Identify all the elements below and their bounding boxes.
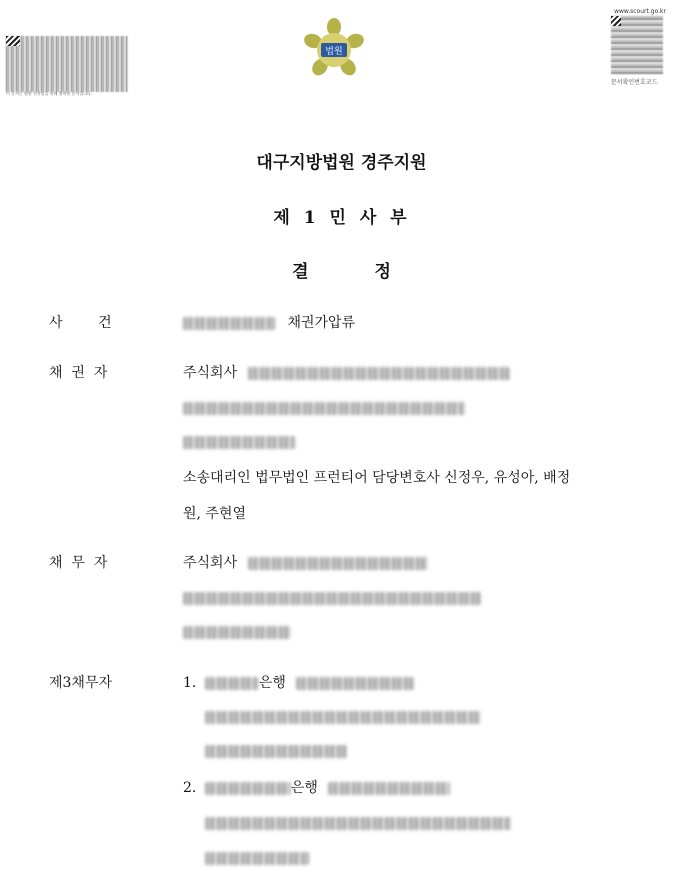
redacted-creditor-name [248,367,510,380]
redacted-bank2-rep [205,848,309,867]
redacted-bank1-address [205,707,481,726]
item-number: 1. [183,675,197,691]
case-label: 사 건 [49,315,112,331]
redacted-debtor-address [183,588,481,607]
redacted-debtor-name [248,557,428,570]
bank-suffix: 은행 [258,675,286,691]
creditor-company-prefix: 주식회사 [183,365,238,381]
redacted-case-number [183,317,275,330]
redacted-debtor-rep [183,622,291,641]
barcode-caption: 이 문서는 법원 전산망을 통해 출력된 문서입니다. [6,91,93,96]
seal-text: 법원 [325,47,343,57]
third-debtor-label: 제3채무자 [49,675,113,691]
qr-url: www.scourt.go.kr [614,8,666,15]
qr-caption: 문서확인번호코드 [611,79,658,86]
qr-marker [611,16,621,26]
redacted-bank-name [205,677,259,690]
creditor-name-line [183,362,510,382]
case-value-line [183,312,355,332]
redacted-creditor-address [183,398,465,417]
redacted-bank-number [328,782,450,795]
redacted-bank2-address [205,813,511,832]
bank-suffix: 은행 [290,780,318,796]
debtor-label: 채 무 자 [49,555,108,571]
debtor-company-prefix: 주식회사 [183,555,238,571]
creditor-agent-line1: 소송대리인 법무법인 프런티어 담당변호사 신정우, 유성아, 배정 [183,470,571,486]
redacted-creditor-rep [183,432,295,451]
redacted-bank1-rep [205,741,347,760]
redacted-bank-number [296,677,414,690]
creditor-label: 채 권 자 [49,365,108,381]
third-debtor-item-1 [183,672,414,692]
redacted-bank-name [205,782,291,795]
document-type: 결 정 [292,262,391,282]
document-barcode [6,36,128,92]
barcode-marker [6,36,20,46]
debtor-name-line [183,552,428,572]
creditor-agent-line2: 원, 주현열 [183,506,246,522]
court-seal-icon [300,17,368,83]
third-debtor-item-2 [183,777,450,797]
court-name: 대구지방법원 경주지원 [256,153,427,173]
division-name: 제 1 민 사 부 [273,208,410,228]
item-number: 2. [183,780,197,796]
case-type: 채권가압류 [287,315,356,331]
